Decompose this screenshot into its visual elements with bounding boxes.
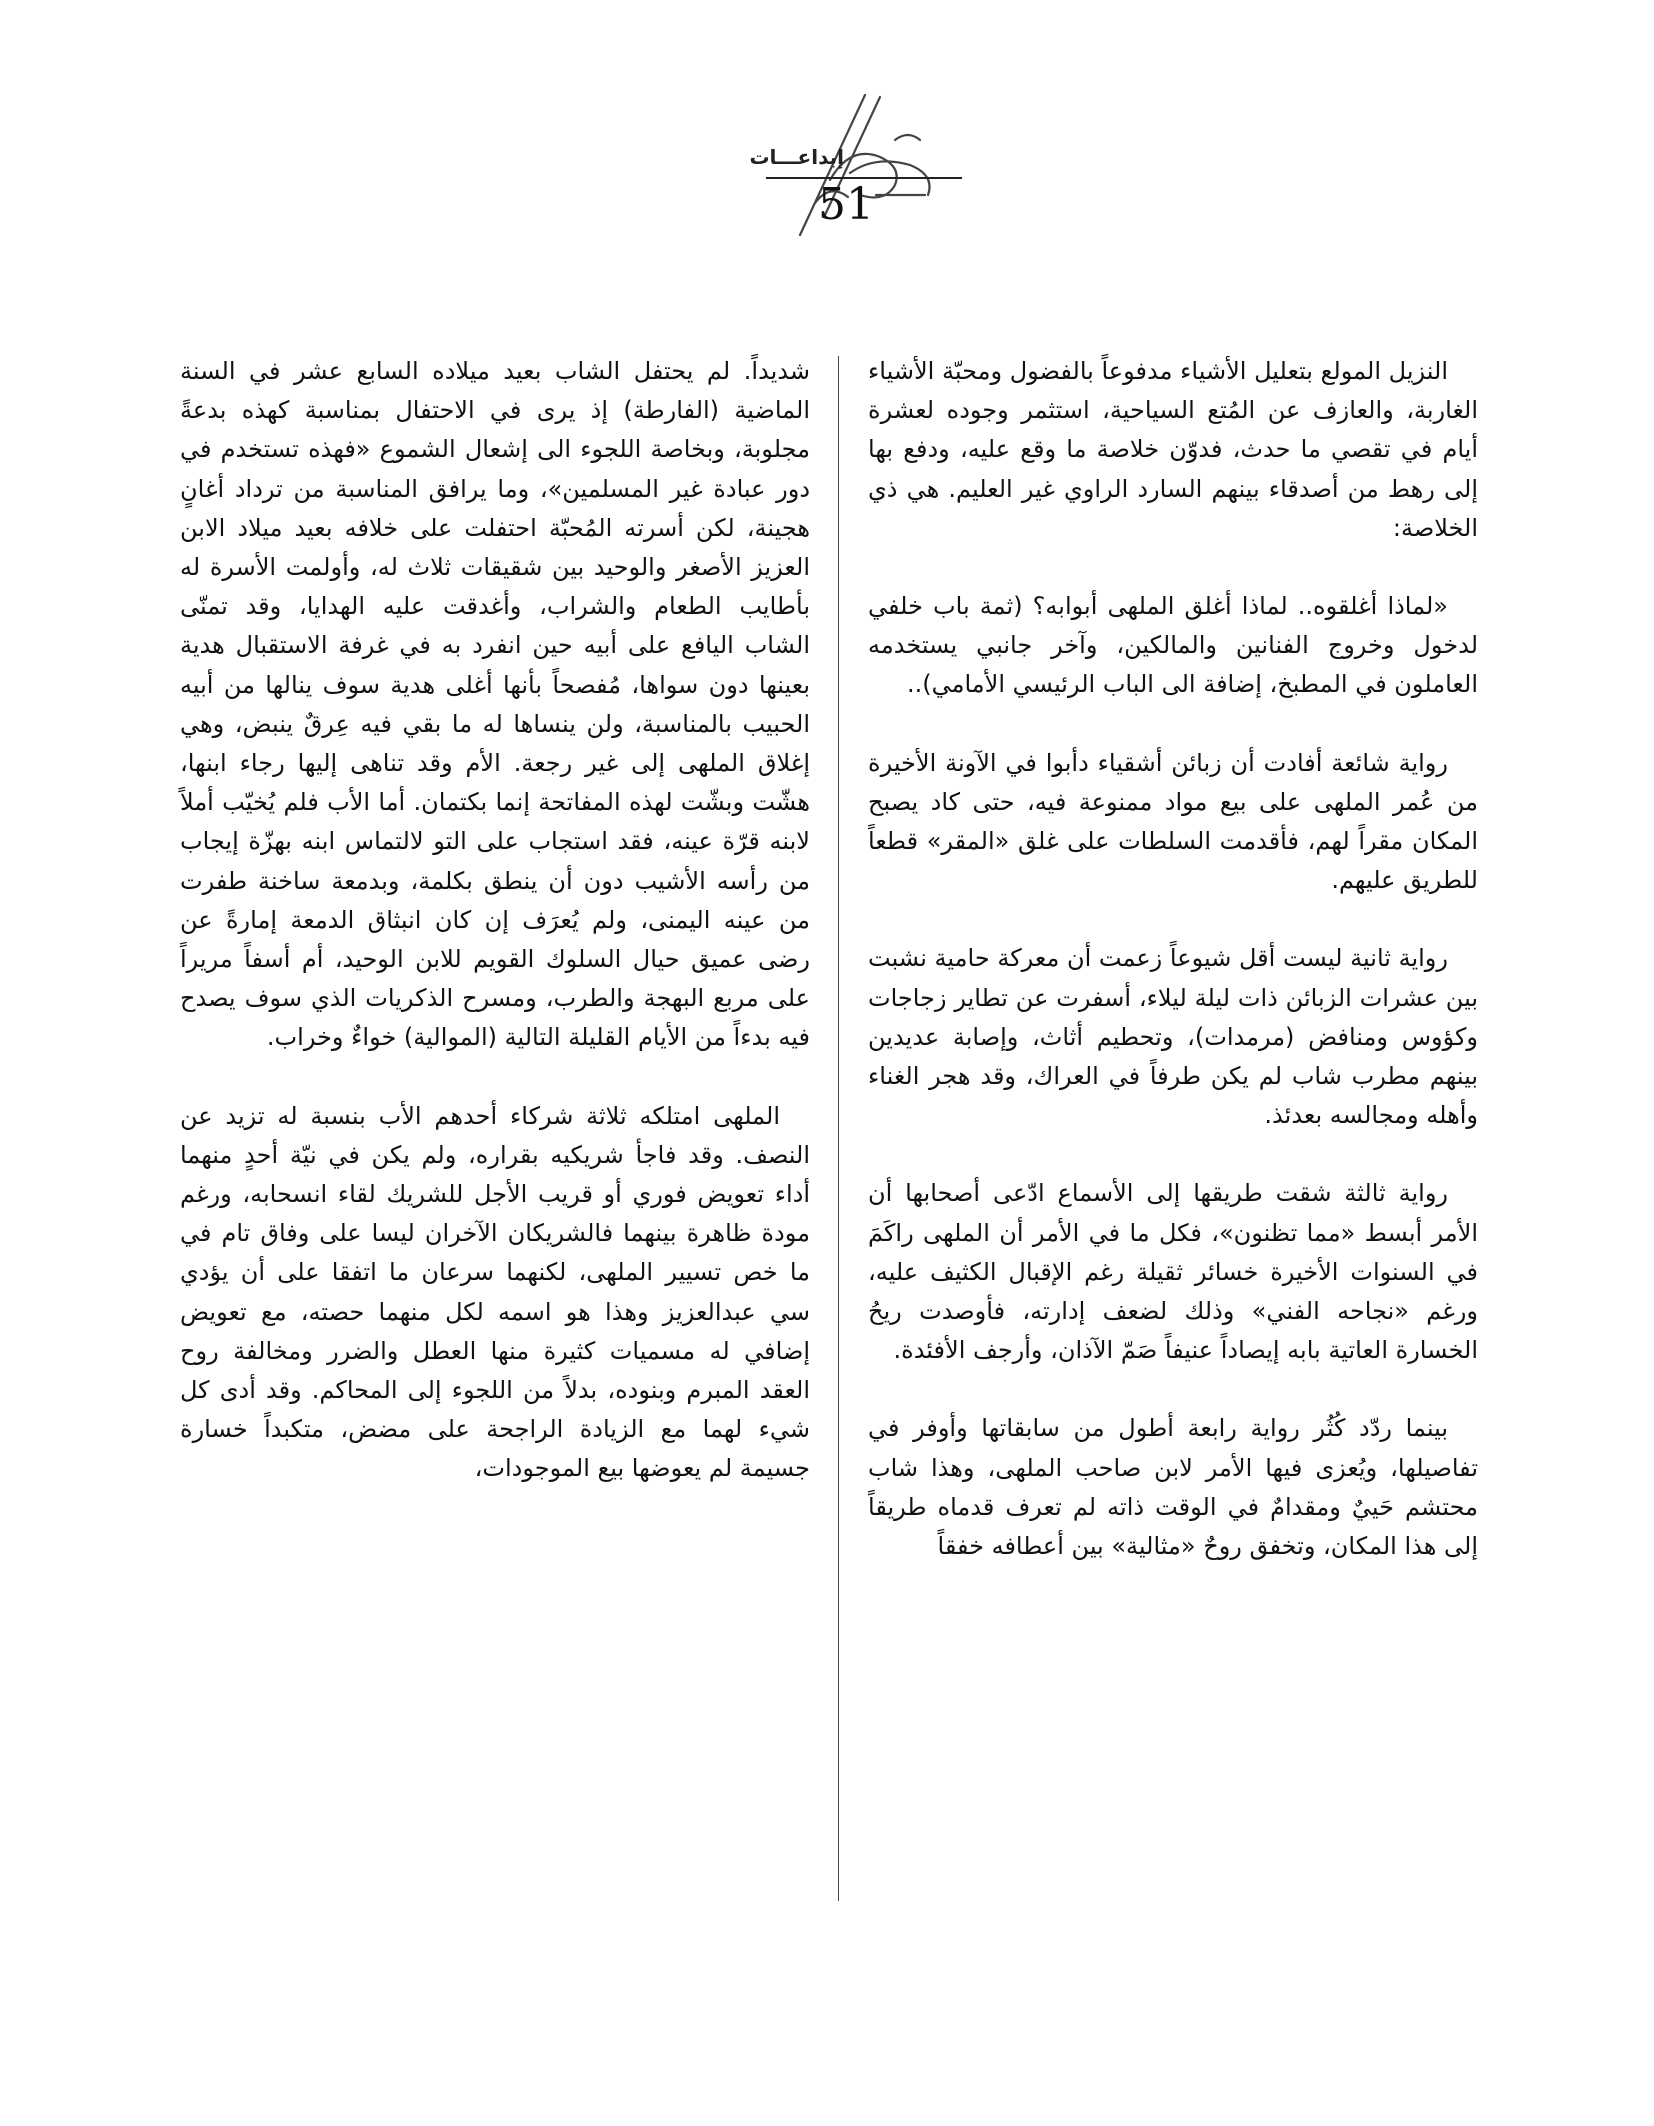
column-divider (838, 356, 839, 1901)
right-column (868, 352, 1478, 1566)
paragraph: النزيل المولع بتعليل الأشياء مدفوعاً بالفضول ومحبّة الأشياء الغاربة، والعازف عن المُتع السياحية، استثمر وجوده لعشرة أيام في تقصي ما حدث، فدوّن خلاصة ما وقع عليه، ودفع بها إلى رهط من أصدقاء بينهم السارد الراوي غير العليم. هي ذي الخلاصة: (868, 357, 1478, 542)
paragraph: شديداً. لم يحتفل الشاب بعيد ميلاده السابع عشر في السنة الماضية (الفارطة) إذ يرى في الاحتفال بمناسبة كهذه بدعةً مجلوبة، وبخاصة اللجوء الى إشعال الشموع «فهذه تستخدم في دور عبادة غير المسلمين»، وما يرافق المناسبة من ترداد أغانٍ هجينة، لكن أسرته المُحبّة احتفلت على خلافه بعيد ميلاد الابن العزيز الأصغر والوحيد بين شقيقات ثلاث له، وأولمت الأسرة له بأطايب الطعام والشراب، وأغدقت عليه الهدايا، وقد تمنّى الشاب اليافع على أبيه حين انفرد به في غرفة الاستقبال هدية بعينها دون سواها، مُفصحاً بأنها أغلى هدية سوف ينالها من أبيه الحبيب بالمناسبة، ولن ينساها له ما بقي فيه عِرقٌ ينبض، وهي إغلاق الملهى إلى غير رجعة. الأم وقد تناهى إليها رجاء ابنها، هشّت وبشّت لهذه المفاتحة إنما بكتمان. أما الأب فلم يُخيّب أملاً لابنه قرّة عينه، فقد استجاب على التو لالتماس ابنه بهزّة إيجاب من رأسه الأشيب دون أن ينطق بكلمة، وبدمعة ساخنة طفرت من عينه اليمنى، ولم يُعرَف إن كان انبثاق الدمعة إمارةً عن رضى عميق حيال السلوك القويم للابن الوحيد، أم أسفاً مريراً على مربع البهجة والطرب، ومسرح الذكريات الذي سوف يصدح فيه بدءاً من الأيام القليلة التالية (الموالية) خواءٌ وخراب. (180, 357, 810, 1052)
paragraph: بينما ردّد كُثُر رواية رابعة أطول من سابقاتها وأوفر في تفاصيلها، ويُعزى فيها الأمر لابن صاحب الملهى، وهذا شاب محتشم حَييٌ ومقدامٌ في الوقت ذاته لم تعرف قدماه طريقاً إلى هذا المكان، وتخفق روحٌ «مثالية» بين أعطافه خفقاً (868, 1414, 1478, 1561)
paragraph: الملهى امتلكه ثلاثة شركاء أحدهم الأب بنسبة له تزيد عن النصف. وقد فاجأ شريكيه بقراره، ولم يكن في نيّة أحدٍ منهما أداء تعويض فوري أو قريب الأجل للشريك لقاء انسحابه، ورغم مودة ظاهرة بينهما فالشريكان الآخران ليسا على وفاق تام في ما خص تسيير الملهى، لكنهما سرعان ما اتفقا على أن يؤدي سي عبدالعزيز وهذا هو اسمه لكل منهما حصته، مع تعويض إضافي له مسميات كثيرة منها العطل والضرر ومخالفة روح العقد المبرم وبنوده، بدلاً من اللجوء إلى المحاكم. وقد أدى كل شيء لهما مع الزيادة الراجحة على مضض، متكبداً خسارة جسيمة لم يعوضها بيع الموجودات، (180, 1101, 810, 1483)
paragraph: «لماذا أغلقوه.. لماذا أغلق الملهى أبوابه؟ (ثمة باب خلفي لدخول وخروج الفنانين والمالكين، وآخر جانبي يستخدمه العاملون في المطبخ، إضافة الى الباب الرئيسي الأمامي).. (868, 592, 1478, 699)
paragraph: رواية ثانية ليست أقل شيوعاً زعمت أن معركة حامية نشبت بين عشرات الزبائن ذات ليلة ليلاء، أسفرت عن تطاير زجاجات وكؤوس ومنافض (مرمدات)، وتحطيم أثاث، وإصابة عديدين بينهم مطرب شاب لم يكن طرفاً في العراك، وقد هجر الغناء وأهله ومجالسه بعدئذ. (868, 944, 1478, 1130)
page-number: 51 (818, 179, 874, 230)
section-label: إبداعـــات (749, 145, 844, 169)
paragraph: رواية ثالثة شقت طريقها إلى الأسماع ادّعى أصحابها أن الأمر أبسط «مما تظنون»، فكل ما في الأمر أن الملهى راكَمَ في السنوات الأخيرة خسائر ثقيلة رغم الإقبال الكثيف عليه، ورغم «نجاحه الفني» وذلك لضعف إدارته، فأوصدت ريحُ الخسارة العاتية بابه إيصاداً عنيفاً صَمّ الآذان، وأرجف الأفئدة. (868, 1179, 1478, 1365)
left-column (180, 352, 810, 1489)
page-header (680, 85, 980, 245)
paragraph: رواية شائعة أفادت أن زبائن أشقياء دأبوا في الآونة الأخيرة من عُمر الملهى على بيع مواد ممنوعة فيه، حتى كاد يصبح المكان مقراً لهم، فأقدمت السلطات على غلق «المقر» قطعاً للطريق عليهم. (868, 748, 1478, 895)
